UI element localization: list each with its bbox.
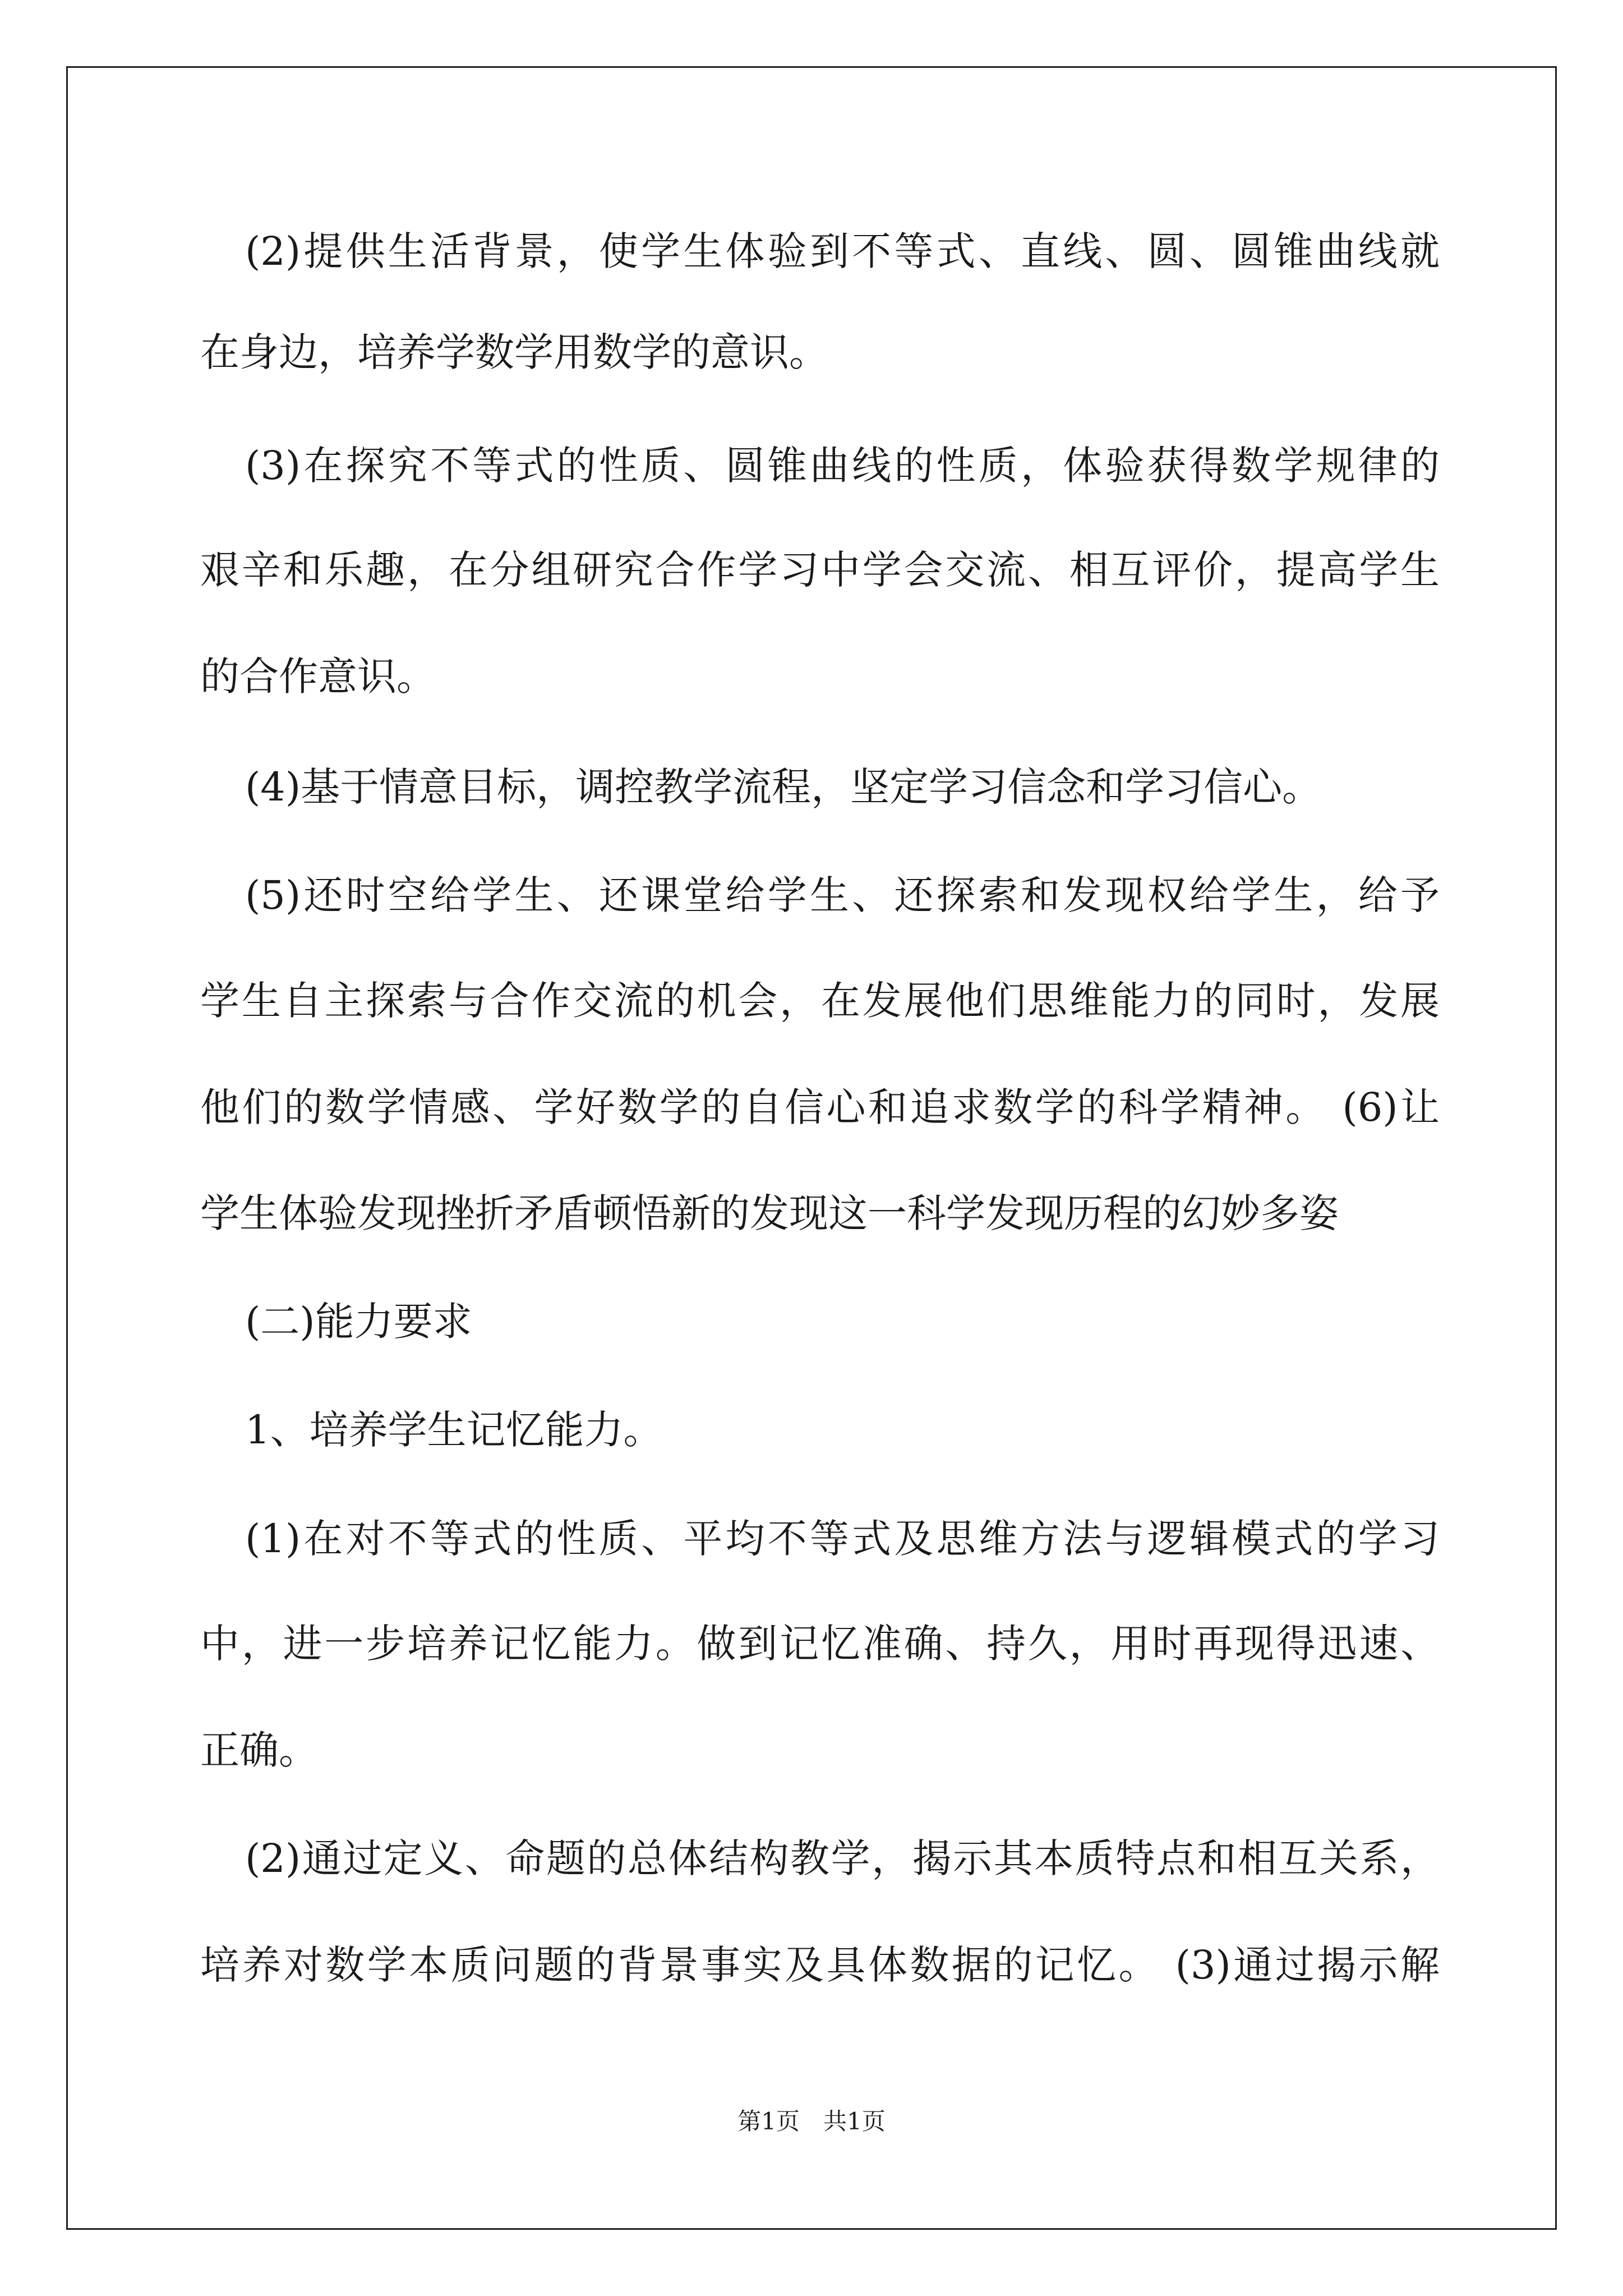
paragraph-line: (4)基于情意目标，调控教学流程，坚定学习信念和学习信心。	[245, 764, 1322, 810]
paragraph-line: 培养对数学本质问题的背景事实及具体数据的记忆。 (3)通过揭示解	[200, 1942, 1440, 1988]
paragraph-line: (5)还时空给学生、还课堂给学生、还探索和发现权给学生，给予	[245, 872, 1440, 918]
page-footer: 第1页 共1页	[737, 2108, 886, 2135]
paragraph-line: (2)通过定义、命题的总体结构教学，揭示其本质特点和相互关系，	[245, 1835, 1440, 1881]
paragraph-line: 艰辛和乐趣，在分组研究合作学习中学会交流、相互评价，提高学生	[200, 547, 1440, 593]
paragraph-line: 他们的数学情感、学好数学的自信心和追求数学的科学精神。 (6)让	[200, 1084, 1440, 1130]
paragraph-line: 正确。	[200, 1727, 318, 1773]
subsection-heading: 1、培养学生记忆能力。	[245, 1407, 663, 1453]
paragraph-line: (2)提供生活背景，使学生体验到不等式、直线、圆、圆锥曲线就	[245, 228, 1440, 274]
paragraph-line: 在身边，培养学数学用数学的意识。	[200, 329, 828, 375]
paragraph-line: (3)在探究不等式的性质、圆锥曲线的性质，体验获得数学规律的	[245, 443, 1440, 489]
paragraph-line: 中，进一步培养记忆能力。做到记忆准确、持久，用时再现得迅速、	[200, 1621, 1440, 1667]
paragraph-line: 学生体验发现挫折矛盾顿悟新的发现这一科学发现历程的幻妙多姿	[200, 1190, 1339, 1236]
paragraph-line: 学生自主探索与合作交流的机会，在发展他们思维能力的同时，发展	[200, 978, 1440, 1024]
paragraph-line: 的合作意识。	[200, 654, 436, 700]
page-border	[66, 66, 1557, 2230]
paragraph-line: (1)在对不等式的性质、平均不等式及思维方法与逻辑模式的学习	[245, 1516, 1440, 1562]
section-heading: (二)能力要求	[245, 1299, 472, 1345]
